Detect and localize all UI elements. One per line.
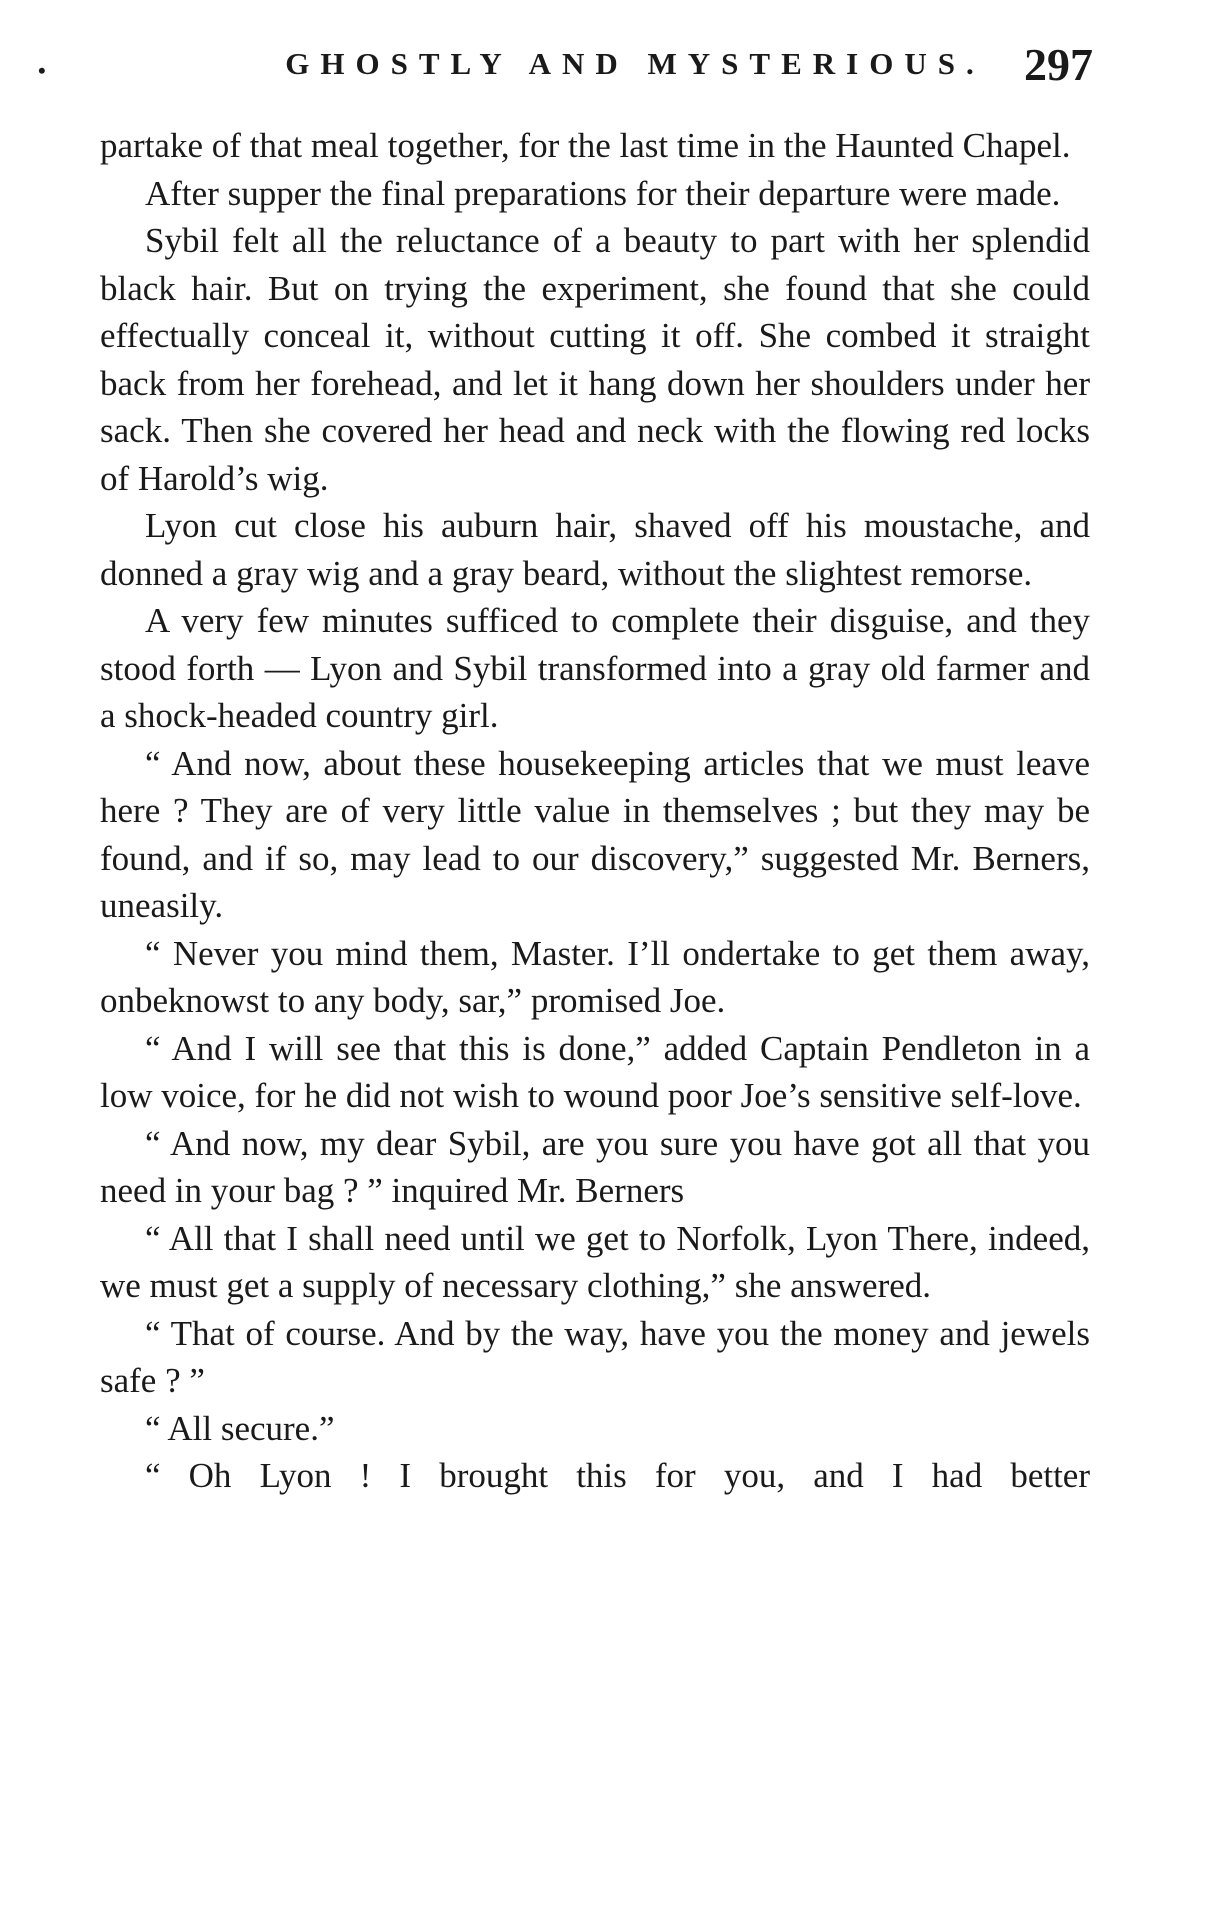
paragraph-13: “ Oh Lyon ! I brought this for you, and I had better — [145, 1456, 1090, 1495]
paragraph-9: “ And now, my dear Sybil, are you sure you have got all that you need in your bag ? ” inquired Mr. Berners — [100, 1123, 1090, 1210]
paragraph-10: “ All that I shall need until we get to Norfolk, Lyon There, indeed, we must get a supply of necessary clothing,” she answered. — [100, 1218, 1090, 1305]
margin-mark: • — [38, 58, 46, 83]
page-number: 297 — [1024, 39, 1093, 90]
paragraph-5: A very few minutes sufficed to complete their disguise, and they stood forth — Lyon and Sybil transformed into a gray old farmer and a shock-headed country girl. — [100, 601, 1090, 735]
paragraph-2: After supper the final preparations for their departure were made. — [145, 173, 1061, 213]
paragraph-6: “ And now, about these housekeeping articles that we must leave here ? They are of very little value in themselves ; but they may be found, and if so, may lead to our discovery,” suggested Mr. Berners, uneasily. — [100, 743, 1090, 925]
running-head-title: GHOSTLY AND MYSTERIOUS. — [285, 46, 985, 81]
paragraph-7: “ Never you mind them, Master. I’ll ondertake to get them away, onbeknowst to any body, sar,” promised Joe. — [100, 933, 1090, 1020]
paragraph-1: partake of that meal together, for the last time in the Haunted Chapel. — [100, 126, 1071, 165]
running-head — [100, 38, 1093, 98]
paragraph-11: “ That of course. And by the way, have you the money and jewels safe ? ” — [100, 1313, 1090, 1400]
paragraph-12: “ All secure.” — [145, 1408, 335, 1448]
text-body — [100, 122, 1090, 1500]
paragraph-8: “ And I will see that this is done,” added Captain Pendleton in a low voice, for he did not wish to wound poor Joe’s sensitive self-love. — [100, 1028, 1090, 1115]
paragraph-4: Lyon cut close his auburn hair, shaved off his moustache, and donned a gray wig and a gray beard, without the slightest remorse. — [100, 506, 1090, 593]
paragraph-3: Sybil felt all the reluctance of a beauty to part with her splendid black hair. But on trying the experiment, she found that she could effectually conceal it, without cutting it off. She combed it straight back from her forehead, and let it hang down her shoulders under her sack. Then she covered her head and neck with the flowing red locks of Harold’s wig. — [100, 221, 1090, 498]
